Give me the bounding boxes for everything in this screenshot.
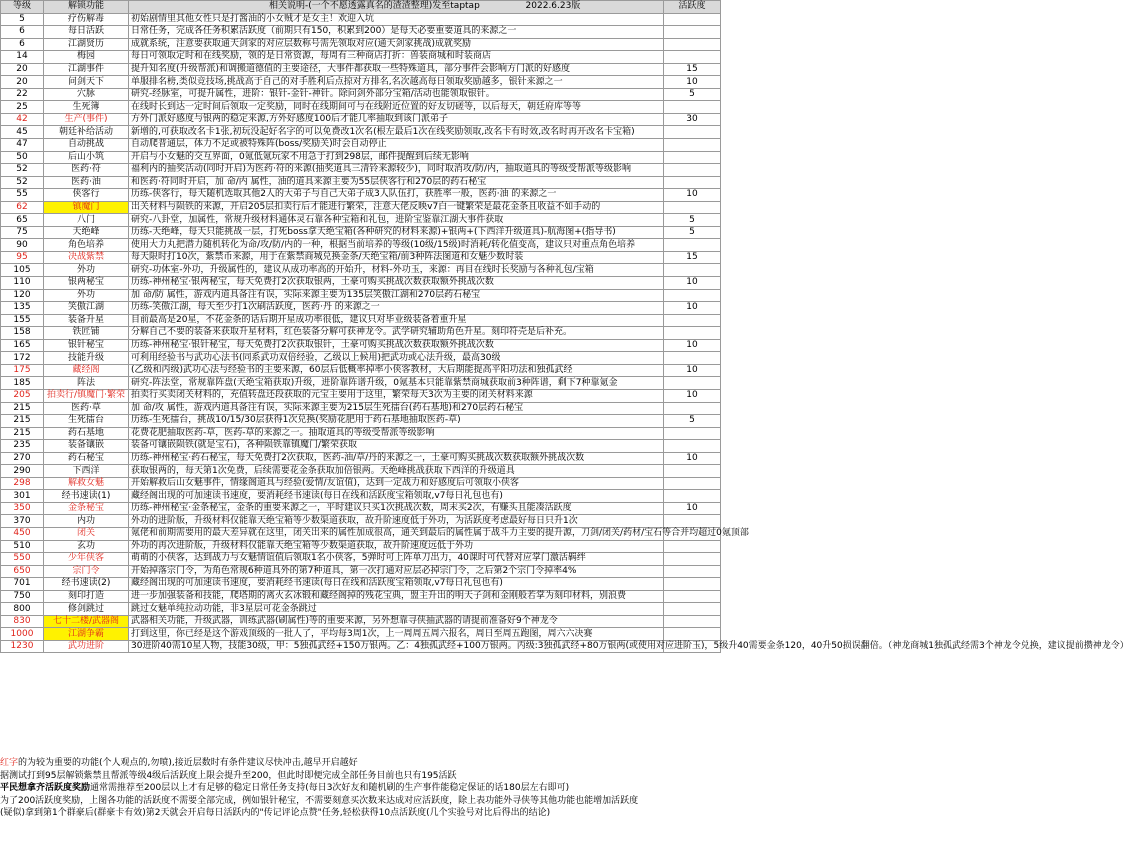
row-activity: 10 [664,452,721,465]
row-activity [664,603,721,616]
row-description: (乙级和丙级)武功心法与经验书的主要来源，60层后低概率掉率小侠客教材，大后期能提高平阳功法和独孤武经 [129,364,664,377]
row-activity: 10 [664,389,721,402]
table-row [1,640,721,653]
row-level: 52 [1,164,44,177]
row-function: 疗伤解毒 [44,13,129,26]
row-activity [664,51,721,64]
row-description: 历练-神州秘宝·金条秘宝，金条的重要来源之一，平时建议只买1次挑战次数，周末买2次，有赚头且能凑活跃度 [129,502,664,515]
row-level: 175 [1,364,44,377]
header-row [1,1,721,14]
row-description: 打到这里，你已经是这个游戏顶级的一批人了，平均每3周1次，上一周周五周六报名，周日至周五跑图，周六六决赛 [129,628,664,641]
row-function: 决战紫禁 [44,251,129,264]
row-level: 47 [1,139,44,152]
row-level: 135 [1,302,44,315]
row-level: 550 [1,553,44,566]
table-row [1,615,721,628]
row-level: 158 [1,327,44,340]
row-level: 110 [1,277,44,290]
row-description: 藏经阁出现的可加速读书速度，要消耗经书速读(每日在线和活跃度宝箱领取,v7每日礼包也有) [129,578,664,591]
table-row [1,553,721,566]
table-row [1,214,721,227]
row-activity [664,26,721,39]
table-row [1,164,721,177]
row-activity [664,565,721,578]
row-activity [664,477,721,490]
row-description: 武器相关功能，升级武器，训练武器(刷属性)等的重要来源，另外想靠寻侠抽武器的请提前准备好9个神龙令 [129,615,664,628]
row-activity: 10 [664,364,721,377]
row-activity [664,151,721,164]
row-level: 205 [1,389,44,402]
row-description: 提升知名度(升级帮派)和调搬道德值的主要途径，大事件都获取一些特殊道具，部分事件会影响方门派的好感度 [129,63,664,76]
row-level: 42 [1,113,44,126]
row-activity: 10 [664,277,721,290]
row-activity: 10 [664,76,721,89]
table-row [1,139,721,152]
table-row [1,76,721,89]
table-row [1,427,721,440]
row-description: 历练-侠客行，每天随机选取其他2人的大弟子与自己大弟子成3人队伍打，获胜率一般，医药·油 的来源之一 [129,189,664,202]
row-level: 120 [1,289,44,302]
row-function: 外功 [44,289,129,302]
row-description: 可利用经验书与武功心法书(同系武功双倍经验，乙级以上候用)把武功或心法升级，最高30级 [129,352,664,365]
row-level: 25 [1,101,44,114]
row-description: 单服排名榜,类似竞技场,挑战高于自己的对手胜利后点掠对方排名,名次越高每日领取奖励越多，银针来源之一 [129,76,664,89]
table-row [1,38,721,51]
row-level: 105 [1,264,44,277]
row-level: 370 [1,515,44,528]
table-row [1,502,721,515]
row-description: 使用大力丸把潜力随机转化为命/攻/防/内的一种，根据当前培养的等级(10级/15级)时消耗/转化值变高，建议只对重点角色培养 [129,239,664,252]
row-description: 加 命/防 属性，游戏内道具备注有误，实际来源主要为135层笑傲江湖和270层药石秘宝 [129,289,664,302]
row-function: 阵法 [44,377,129,390]
row-description: 日常任务，完成各任务积累活跃度（前期只有150，积累到200）是每天必要重要道具的来源之一 [129,26,664,39]
table-row [1,101,721,114]
row-level: 830 [1,615,44,628]
note-1: 红字的为较为重要的功能(个人观点的,勿喷),接近层数时有条件建议尽快冲击,越早开启越好 [0,758,358,768]
table-row [1,201,721,214]
row-activity: 10 [664,339,721,352]
row-activity: 30 [664,113,721,126]
row-description: 开启与小女魅的交互界面，0氪低氪玩家不用急于打到298层，邮件提醒到后续无影响 [129,151,664,164]
row-description: 进一步加强装备和技能，爬塔期的离火玄冰锻和藏经阁掉的残花宝典，盟主升出的明天子剑和金刚般若掌为刻印材料，别浪费 [129,590,664,603]
table-row [1,540,721,553]
row-level: 301 [1,490,44,503]
row-function: 梅园 [44,51,129,64]
row-description: 初始剧情里其他女性只是打酱油的小女贼才是女主！欢迎入坑 [129,13,664,26]
row-function: 银针秘宝 [44,339,129,352]
row-level: 1000 [1,628,44,641]
row-activity [664,101,721,114]
row-function: 解救女魅 [44,477,129,490]
table-row [1,515,721,528]
row-function: 闭关 [44,527,129,540]
table-row [1,151,721,164]
note-3: 平民想拿齐活跃度奖励通常需推荐至200层以上才有足够的稳定日常任务支持(每日3次好友和随机刷的生产事件能稳定保证的话180层左右即可) [0,783,570,794]
table-row [1,415,721,428]
row-activity: 10 [664,502,721,515]
row-function: 天绝峰 [44,226,129,239]
row-function: 武功进阶 [44,640,129,653]
row-description: 外功的进阶版，升级材料仅能靠天绝宝箱等少数渠道获取，故升阶速度低于外功，为活跃度考虑最好每日只升1次 [129,515,664,528]
row-description: 藏经阁出现的可加速读书速度，要消耗经书速读(每日在线和活跃度宝箱领取,v7每日礼包也有) [129,490,664,503]
row-activity: 15 [664,251,721,264]
row-activity [664,578,721,591]
table-row [1,302,721,315]
row-function: 藏经阁 [44,364,129,377]
table-row [1,389,721,402]
row-level: 510 [1,540,44,553]
row-level: 20 [1,63,44,76]
row-function: 江湖贤历 [44,38,129,51]
row-level: 450 [1,527,44,540]
row-activity [664,553,721,566]
footnotes [0,757,720,820]
row-description: 拍卖行买卖闭关材料的，充值转盘还段获取的元宝主要用于这里，繁荣每天3次为主要的闭关材料来源 [129,389,664,402]
row-function: 角色培养 [44,239,129,252]
table-row [1,377,721,390]
table-row [1,176,721,189]
row-level: 14 [1,51,44,64]
row-function: 外功 [44,264,129,277]
row-function: 医药·草 [44,402,129,415]
row-level: 52 [1,176,44,189]
row-activity [664,402,721,415]
row-description: 加 命/攻 属性，游戏内道具备注有误，实际来源主要为215层生死擂台(药石基地)和270层药石秘宝 [129,402,664,415]
row-function: 镇魔门 [44,201,129,214]
row-activity [664,38,721,51]
row-description: 和医药·符同时开启，加 命/内 属性，油的道具来源主要为55层侠客行和270层的药石秘宝 [129,176,664,189]
header-desc-title: 相关说明-(一个不愿透露真名的渣渣整理)发至taptap [269,1,480,12]
row-description: 开始掉落宗门令，为角色常规6种道具外的第7种道具，第一次打通对应层必掉宗门令，之后第2个宗门令掉率4% [129,565,664,578]
note-5: (疑似)拿到第1个群豪后(群豪卡有效)第2天就会开启每日活跃内的"传记评论点赞"任务,轻松获得10点活跃度(几个实验号对比后得出的结论) [0,808,551,819]
row-level: 22 [1,88,44,101]
row-function: 每日活跃 [44,26,129,39]
row-activity [664,465,721,478]
row-level: 165 [1,339,44,352]
row-description: 自动爬普通层，体力不足或被特殊阵(boss/奖励关)时会自动停止 [129,139,664,152]
row-level: 55 [1,189,44,202]
row-activity [664,615,721,628]
row-description: 目前最高是20星，不花金条的话后期开星成功率很低，建议只对毕业级装备着重升星 [129,314,664,327]
row-function: 刻印打造 [44,590,129,603]
row-function: 医药·符 [44,164,129,177]
table-row [1,603,721,616]
table-row [1,277,721,290]
row-activity [664,352,721,365]
table-row [1,590,721,603]
row-function: 拍卖行/镇魔门·繁荣 [44,389,129,402]
row-function: 生产(事件) [44,113,129,126]
table-row [1,289,721,302]
row-activity [664,628,721,641]
row-function: 江湖事件 [44,63,129,76]
row-function: 药石秘宝 [44,452,129,465]
row-activity [664,377,721,390]
table-row [1,452,721,465]
row-function: 医药·油 [44,176,129,189]
row-function: 玄功 [44,540,129,553]
row-level: 6 [1,38,44,51]
table-row [1,364,721,377]
row-description: 成就系统，注意要获取通天剑家的对应层数称号需先领取对应(通天剑家挑战)成就奖励 [129,38,664,51]
header-date: 2022.6.23版 [525,1,581,12]
row-level: 701 [1,578,44,591]
row-function: 金条秘宝 [44,502,129,515]
row-activity [664,239,721,252]
row-description: 历练-笑傲江湖，每天至少打1次刷活跃度，医药·丹 的来源之一 [129,302,664,315]
row-function: 药石基地 [44,427,129,440]
row-level: 65 [1,214,44,227]
row-function: 装备镶嵌 [44,440,129,453]
table-row [1,189,721,202]
row-description: 历练-天绝峰，每天只能挑战一层，打死boss拿天绝宝箱(各种研究的材料来源)+银两+(下西洋升级道具)-航海图+(指导书) [129,226,664,239]
table-row [1,13,721,26]
row-function: 八门 [44,214,129,227]
row-description: 外功的再次进阶版，升级材料仅能靠天绝宝箱等少数渠道获取，故升阶速度远低于外功 [129,540,664,553]
row-activity: 5 [664,88,721,101]
row-function: 侠客行 [44,189,129,202]
row-activity [664,440,721,453]
row-description: 历练-神州秘宝·银两秘宝，每天免费打2次获取银两，土豪可购买挑战次数获取额外挑战次数 [129,277,664,290]
row-function: 宗门令 [44,565,129,578]
row-function: 铁匠铺 [44,327,129,340]
row-description: 历练-神州秘宝·银针秘宝，每天免费打2次获取银针，土豪可购买挑战次数获取额外挑战次数 [129,339,664,352]
row-function: 装备升星 [44,314,129,327]
table-row [1,327,721,340]
row-level: 270 [1,452,44,465]
row-level: 215 [1,427,44,440]
row-activity [664,13,721,26]
row-description: 历练-神州秘宝·药石秘宝，每天免费打2次获取，医药-油/草/丹的来源之一，土豪可购买挑战次数获取额外挑战次数 [129,452,664,465]
row-activity [664,427,721,440]
row-function: 银两秘宝 [44,277,129,290]
row-level: 185 [1,377,44,390]
row-description: 研究-八卦堂，加属性，常规升级材料通体灵石靠各种宝箱和礼包，进阶宝鉴靠江湖大事件获取 [129,214,664,227]
row-level: 650 [1,565,44,578]
table-row [1,251,721,264]
row-description: 出关材料与陨铁的来源，开启205层扣卖行后才能进行繁荣，注意大佬反映v7白一键繁荣是最花金条且收益不如手动的 [129,201,664,214]
row-description: 方外门派好感度与银两的稳定来源,方外好感度100后才能几率抽取到该门派弟子 [129,113,664,126]
row-activity: 5 [664,226,721,239]
row-level: 5 [1,13,44,26]
row-function: 生死擂台 [44,415,129,428]
row-description: 装备可镶嵌陨铁(就是宝石)，各种陨铁靠镇魔门/繁荣获取 [129,440,664,453]
table-row [1,51,721,64]
header-description [129,1,664,14]
note-2: 据测试打到95层解锁紫禁且帮派等级4级后活跃度上限会提升至200，但此时即便完成全部任务目前也只有195活跃 [0,770,457,781]
row-level: 62 [1,201,44,214]
row-function: 问剑天下 [44,76,129,89]
row-description: 每天限时打10次，紫禁币来源，用于在紫禁商城兑换金条/天绝宝箱/前3种阵法图道和女魅少数时装 [129,251,664,264]
row-description: 研究-经脉室，可提升属性，进阶：银针-金针-神针。除问剑外部分宝箱/活动也能领取银针。 [129,88,664,101]
row-level: 750 [1,590,44,603]
row-activity [664,201,721,214]
table-row [1,26,721,39]
row-description: 氪佬和前期需要用的最大差异就在这里，闭关出来的属性加成很高，通关到最后的属性属于战斗力主要的提升源，刀剑/闭关/药材/宝石等合并均超过0氪顶部 [129,527,664,540]
row-activity [664,540,721,553]
row-description: 萌萌的小侠客，达到战力与女魅情谊值后领取1名小侠客，5弹时可上阵单刀出力，40课时可代替对应掌门激活羁绊 [129,553,664,566]
row-function: 生死簿 [44,101,129,114]
row-description: 开始解救后山女魅事件，情缘阁道具与经验(爱情/友谊值)，达到一定战力和好感度后可领取小侠客 [129,477,664,490]
row-level: 290 [1,465,44,478]
row-function: 笑傲江湖 [44,302,129,315]
row-level: 90 [1,239,44,252]
row-function: 内功 [44,515,129,528]
table-row [1,264,721,277]
row-activity [664,176,721,189]
row-level: 215 [1,415,44,428]
table-row [1,314,721,327]
row-level: 75 [1,226,44,239]
row-activity [664,289,721,302]
row-function: 技能升级 [44,352,129,365]
row-activity [664,327,721,340]
row-level: 298 [1,477,44,490]
row-level: 215 [1,402,44,415]
table-row [1,402,721,415]
row-function: 七十二楼/武器阁 [44,615,129,628]
table-row [1,440,721,453]
row-function: 江湖争霸 [44,628,129,641]
row-description: 在线时长到达一定时间后领取一定奖励，同时在线期间可与在线附近位置的好友切磋等，以后每天，朝廷府库等等 [129,101,664,114]
row-activity [664,164,721,177]
row-function: 经书速读(1) [44,490,129,503]
table-row [1,565,721,578]
row-activity [664,126,721,139]
row-activity [664,515,721,528]
table-row [1,352,721,365]
row-activity [664,264,721,277]
row-level: 95 [1,251,44,264]
table-row [1,126,721,139]
row-description: 研究-阵法堂，常规靠阵盘(天绝宝箱获取)升级，进阶靠阵谱升级，0氪基本只能靠紫禁商城获取前3种阵谱，剩下7种靠氪金 [129,377,664,390]
row-activity: 15 [664,63,721,76]
table-row [1,88,721,101]
row-level: 155 [1,314,44,327]
row-function: 经书速读(2) [44,578,129,591]
row-function: 穴脉 [44,88,129,101]
table-row [1,226,721,239]
table-row [1,339,721,352]
row-description: 研究-功体室-外功，升级属性的，建议从成功率高的开始升，材料-外功玉，来源：再目在线时长奖励与各种礼包/宝箱 [129,264,664,277]
note-4: 为了200活跃度奖励，上图各功能的活跃度不需要全部完成，例如银针秘宝，不需要刻意买次数来达成对应活跃度，除上表功能外寻侠等其他功能也能增加活跃度 [0,795,639,806]
row-description: 历练-生死擂台，挑战10/15/30层获得1次兑换(奖励花肥用于药石基地抽取医药-草) [129,415,664,428]
row-activity [664,314,721,327]
table-row [1,490,721,503]
row-level: 800 [1,603,44,616]
row-function: 朝廷补给活动 [44,126,129,139]
row-activity: 10 [664,189,721,202]
row-description: 跳过女魅单纯拉动功能，非3星层可花金条跳过 [129,603,664,616]
header-level: 等级 [1,1,44,14]
row-level: 20 [1,76,44,89]
row-level: 1230 [1,640,44,653]
table-row [1,465,721,478]
row-activity [664,139,721,152]
row-function: 后山小筑 [44,151,129,164]
table-row [1,578,721,591]
row-description: 福利内的抽奖活动(同时开启)为医药·符的来源(抽奖道具三清铃来源较少)，同时取消攻/防/内，抽取道具的等级受帮派等级影响 [129,164,664,177]
row-activity [664,590,721,603]
row-level: 50 [1,151,44,164]
row-description: 新增的,可获取改名卡1张,初玩没起好名字的可以免费改1次名(根左最后1次在线奖励领取,改名卡有时效,改名时再开改名卡宝箱) [129,126,664,139]
row-function: 自动挑战 [44,139,129,152]
table-row [1,628,721,641]
row-activity: 5 [664,415,721,428]
table-row [1,239,721,252]
row-activity [664,490,721,503]
row-function: 下西洋 [44,465,129,478]
row-level: 350 [1,502,44,515]
row-level: 45 [1,126,44,139]
row-description: 30进阶40需10星人物，技能30级，甲：5独孤武经+150万银两。乙：4独孤武经+100万银两。丙级:3独孤武经+80万银两(或使用对应进阶玉)，5级升40需要金条120，40升50损误翻倍。（神龙商城1独孤武经需3个神龙令兑换，建议提前攒神龙令） [129,640,664,653]
table-row [1,477,721,490]
row-function: 少年侠客 [44,553,129,566]
table-row [1,113,721,126]
row-function: 修剑跳过 [44,603,129,616]
header-function: 解锁功能 [44,1,129,14]
row-level: 172 [1,352,44,365]
table-row [1,63,721,76]
header-activity: 活跃度 [664,1,721,14]
row-level: 6 [1,26,44,39]
row-description: 分解自己不要的装备来获取升星材料，红色装备分解可获神龙令。武学研究辅助角色升星。刻印符壳是后补充。 [129,327,664,340]
table-row [1,527,721,540]
row-description: 每日可领取定时和在线奖励，领的是日常资源，每周有三种商店打折：兽装商城和时装商店 [129,51,664,64]
row-description: 获取银两的，每天第1次免费，后续需要花金条获取加倍银两。天绝峰挑战获取下西洋的升级道具 [129,465,664,478]
row-description: 花费花肥抽取医药-草，医药-草的来源之一。抽取道具的等级受帮派等级影响 [129,427,664,440]
row-activity: 10 [664,302,721,315]
row-level: 235 [1,440,44,453]
row-activity: 5 [664,214,721,227]
